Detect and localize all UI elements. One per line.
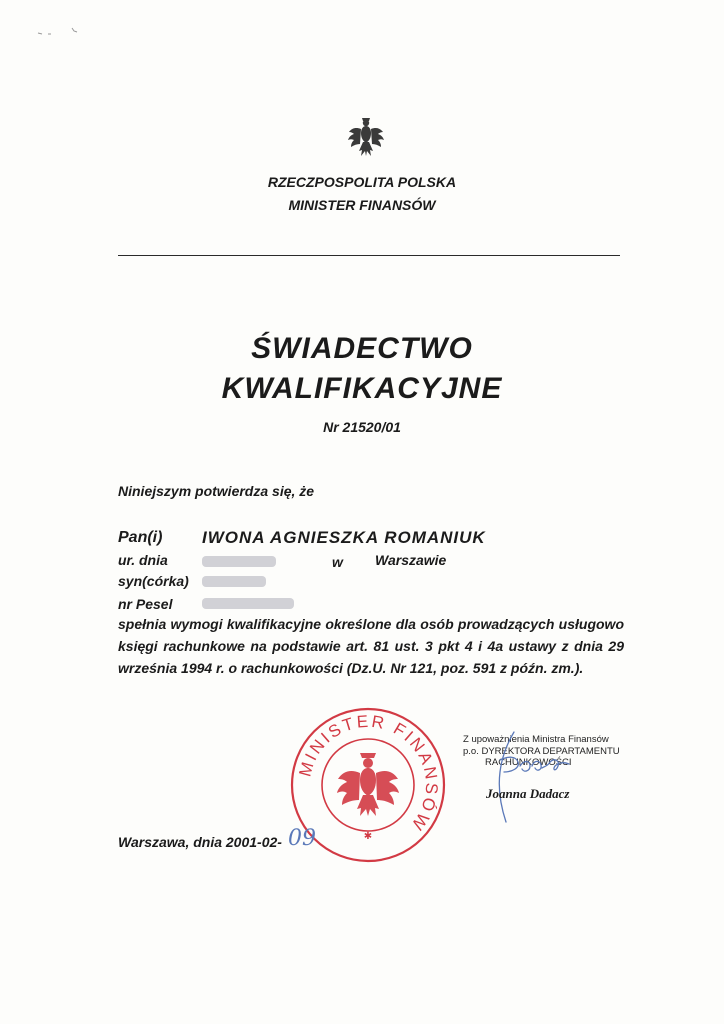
authorization-line3: RACHUNKOWOŚCI (485, 757, 572, 768)
birth-place: Warszawie (375, 552, 447, 568)
pesel-redacted (202, 598, 294, 609)
country-heading: RZECZPOSPOLITA POLSKA (267, 174, 457, 190)
certificate-title-line1: ŚWIADECTWO (251, 332, 473, 365)
intro-text: Niniejszym potwierdza się, że (118, 483, 315, 499)
birth-place-label: w (332, 554, 343, 570)
qualification-statement: spełnia wymogi kwalifikacyjne określone dla osób prowadzących usługowo księgi rachunkowe na podstawie art. 81 ust. 3 pkt 4 i 4a ustawy z dnia 29 września 1994 r. o rachunkowości (Dz.U. Nr 121, poz. 591 z późn. zm.). (118, 616, 624, 676)
pesel-label: nr Pesel (118, 596, 173, 612)
certificate-number: Nr 21520/01 (323, 419, 401, 435)
scan-specks (0, 0, 120, 60)
stamp-eagle-icon (337, 753, 399, 816)
holder-name: IWONA AGNIESZKA ROMANIUK (202, 528, 486, 547)
signatory-name: Joanna Dadacz (486, 786, 570, 801)
handwritten-signature (474, 730, 584, 826)
stamp-text: MINISTER FINANSÓW (295, 711, 442, 836)
header-divider (118, 255, 620, 256)
svg-text:✱: ✱ (363, 831, 373, 842)
minister-heading: MINISTER FINANSÓW (288, 197, 436, 213)
issue-day-handwritten: 09 (288, 826, 316, 851)
certificate-title-line2: KWALIFIKACYJNE (221, 372, 503, 405)
polish-eagle-emblem-icon (346, 114, 386, 160)
parent-name-redacted (202, 576, 266, 587)
parent-label: syn(córka) (118, 573, 189, 589)
birth-date-redacted (202, 556, 276, 567)
salutation-label: Pan(i) (118, 529, 163, 546)
birth-date-label: ur. dnia (118, 552, 168, 568)
issue-place-date: Warszawa, dnia 2001-02- (118, 834, 282, 850)
authorization-line2: p.o. DYREKTORA DEPARTAMENTU (463, 745, 620, 757)
authorization-line1: Z upoważnienia Ministra Finansów (463, 734, 609, 745)
